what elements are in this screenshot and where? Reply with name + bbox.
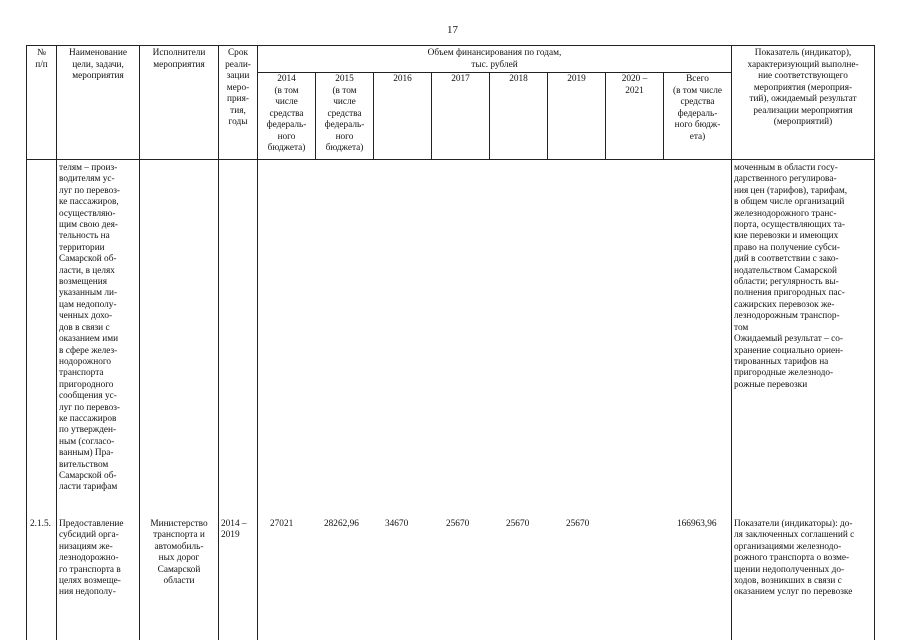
- table-top-border: [26, 45, 874, 46]
- years-row-divider: [257, 72, 731, 73]
- column-line: [26, 45, 27, 640]
- header-bottom-border: [26, 159, 874, 160]
- header-funding: Объем финансирования по годам, тыс. рублей: [427, 48, 562, 70]
- column-line: [874, 45, 875, 640]
- value-total: 166963,96: [677, 519, 717, 529]
- continuation-indicator-text: моченным в области госу- дарственного регулирова- ния цен (тарифов), тарифам, в общем числе организаций железнодорожного транс- порта, осуществляющих та- кие перевозки и имеющих право на получение субси- дий в соответствии с зако- нодательством Самарской области; регулярность вы- полнения пригородных пас- сажирских перевозок же- лезнодорожным транспор- том Ожидаемый результат – со- хранение социально ориен- тированных тарифов на пригородные железнодо- рожные перевозки: [734, 163, 848, 390]
- header-year-2020-2021: 2020 – 2021: [621, 74, 648, 96]
- column-line: [731, 45, 732, 640]
- row-term-text: 2014 – 2019: [221, 519, 247, 541]
- row-name-text: Предоставление субсидий орга- низациям же- лезнодорожно- го транспорта в целях возмеще- ния недополу-: [59, 519, 124, 598]
- value-2017: 25670: [446, 519, 470, 529]
- header-year-2015: 2015 (в том числе средства федераль- ного бюджета): [324, 74, 365, 153]
- header-year-2014: 2014 (в том числе средства федераль- ного бюджета): [266, 74, 307, 153]
- header-year-2018: 2018: [509, 74, 528, 84]
- header-year-2017: 2017: [451, 74, 470, 84]
- page-number: 17: [447, 24, 458, 36]
- header-year-2019: 2019: [567, 74, 586, 84]
- header-num: № п/п: [35, 48, 48, 70]
- value-2015: 28262,96: [324, 519, 359, 529]
- value-2014: 27021: [270, 519, 294, 529]
- value-2018: 25670: [506, 519, 530, 529]
- row-executor-text: Министерство транспорта и автомобиль- ных дорог Самарской области: [150, 519, 208, 587]
- row-number: 2.1.5.: [30, 519, 51, 529]
- value-2016: 34670: [385, 519, 409, 529]
- row-indicator-text: Показатели (индикаторы): до- ля заключенных соглашений с организациями железнодо- рожного транспорта о возме- щении недополученных до- ходов, возникших в связи с оказанием услуг по перевозке: [734, 519, 855, 598]
- value-2019: 25670: [566, 519, 590, 529]
- header-total: Всего (в том числе средства федераль- ного бюдж- ета): [673, 74, 722, 142]
- column-line: [56, 45, 57, 640]
- column-line: [218, 45, 219, 640]
- header-year-2016: 2016: [393, 74, 412, 84]
- header-indicator: Показатель (индикатор), характеризующий выполне- ние соответствующего мероприятия (мероприя- тий), ожидаемый результат реализации мероприятия (мероприятий): [747, 48, 859, 127]
- header-executors: Исполнители мероприятия: [152, 48, 206, 70]
- header-name: Наименование цели, задачи, мероприятия: [69, 48, 127, 81]
- continuation-name-text: телям – произ- водителям ус- луг по перевоз- ке пассажиров, осуществляю- щим свою дея- тельность на территории Самарской об- ласти, в целях возмещения указанным ли- цам недополу- ченных дохо- дов в связи с оказанием ими в сфере желез- нодорожного транспорта пригородного сообщения ус- луг по перевоз- ке пассажиров по утвержден- ным (согласо- ванным) Пра- вительством Самарской об- ласти тарифам: [59, 163, 120, 493]
- header-term: Срок реали- зации меро- прия- тия, годы: [225, 48, 251, 127]
